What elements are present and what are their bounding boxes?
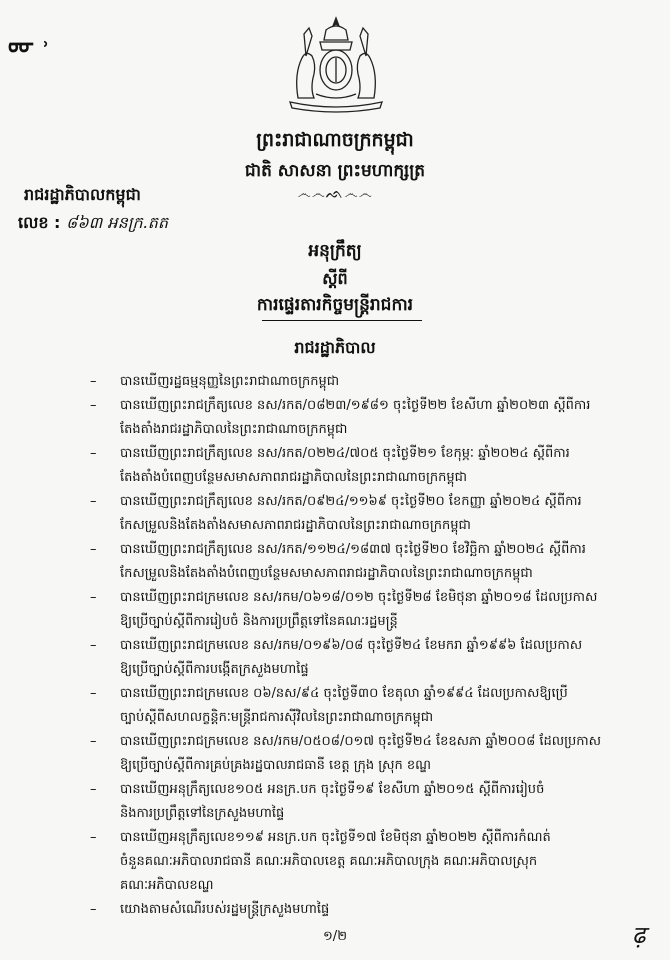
- corner-handwritten-mark-bottom: ढ़: [632, 921, 646, 949]
- clause-line: បានឃើញអនុក្រឹត្យលេខ១១៩ អនក្រ.បក ចុះថ្ងៃទី១៧ ខែមិថុនា ឆ្នាំ២០២២ ស្តីពីការកំណត់: [120, 830, 551, 845]
- issuing-authority: រាជរដ្ឋាភិបាល: [294, 338, 376, 357]
- preamble-clause: [90, 586, 650, 634]
- ornament-divider: ෴෴ᨒ෴෴: [297, 186, 373, 202]
- corner-handwritten-mark: ᡂ ˒: [8, 34, 50, 59]
- preamble-clause: [90, 538, 650, 586]
- preamble-clause: [90, 898, 650, 922]
- national-motto: ជាតិ សាសនា ព្រះមហាក្សត្រ: [244, 161, 426, 181]
- number-label: លេខ :: [18, 213, 61, 232]
- clause-line: តែងតាំងបំពេញបន្ថែមសមាសភាពរាជរដ្ឋាភិបាលនៃព្រះរាជាណាចក្រកម្ពុជា: [120, 470, 468, 485]
- preamble-clause: [90, 370, 650, 394]
- clause-dash: –: [90, 902, 97, 917]
- clause-line: កែសម្រួលនិងតែងតាំងសមាសភាពរាជរដ្ឋាភិបាលនៃព្រះរាជាណាចក្រកម្ពុជា: [120, 518, 471, 533]
- clause-line: បានឃើញអនុក្រឹត្យលេខ១០៥ អនក្រ.បក ចុះថ្ងៃទី១៩ ខែសីហា ឆ្នាំ២០១៥ ស្តីពីការរៀបចំ: [120, 782, 545, 797]
- preamble-clause: [90, 442, 650, 490]
- clause-dash: –: [90, 446, 97, 461]
- preamble-clauses: [90, 370, 650, 922]
- clause-dash: –: [90, 830, 97, 845]
- document-type-title: អនុក្រឹត្យ: [308, 241, 362, 261]
- clause-dash: –: [90, 686, 97, 701]
- clause-line: បានឃើញព្រះរាជក្រមលេខ ០៦/នស/៩៤ ចុះថ្ងៃទី៣០ ខែតុលា ឆ្នាំ១៩៩៤ ដែលប្រកាសឱ្យប្រើ: [120, 686, 568, 701]
- clause-dash: –: [90, 590, 97, 605]
- clause-line: ឱ្យប្រើច្បាប់ស្តីពីការគ្រប់គ្រងរដ្ឋបាលរាជធានី ខេត្ត ក្រុង ស្រុក ខណ្ឌ: [120, 758, 431, 773]
- clause-dash: –: [90, 542, 97, 557]
- clause-dash: –: [90, 398, 97, 413]
- number-value: ៨៦៣ អនក្រ.តត: [66, 213, 169, 232]
- clause-dash: –: [90, 734, 97, 749]
- clause-line: កែសម្រួលនិងតែងតាំងបំពេញបន្ថែមសមាសភាពរាជរដ្ឋាភិបាលនៃព្រះរាជាណាចក្រកម្ពុជា: [120, 566, 533, 581]
- clause-line: បានឃើញព្រះរាជក្រឹត្យលេខ នស/រកត/០២២៤/៧០៥ ចុះថ្ងៃទី២១ ខែកុម្ភៈ ឆ្នាំ២០២៤ ស្តីពីការ: [120, 446, 570, 461]
- clause-line: បានឃើញព្រះរាជក្រមលេខ នស/រកម/០៦១៨/០១២ ចុះថ្ងៃទី២៨ ខែមិថុនា ឆ្នាំ២០១៨ ដែលប្រកាស: [120, 590, 598, 605]
- clause-line: បានឃើញព្រះរាជក្រមលេខ នស/រកម/០៥០៨/០១៧ ចុះថ្ងៃទី២៤ ខែឧសភា ឆ្នាំ២០០៨ ដែលប្រកាស: [120, 734, 602, 749]
- preamble-clause: [90, 490, 650, 538]
- clause-line: បានឃើញព្រះរាជក្រឹត្យលេខ នស/រកត/០៨២៣/១៩៨១ ចុះថ្ងៃទី២២ ខែសីហា ឆ្នាំ២០២៣ ស្តីពីការ: [120, 398, 591, 413]
- clause-line: យោងតាមសំណើរបស់រដ្ឋមន្ត្រីក្រសួងមហាផ្ទៃ: [120, 902, 330, 917]
- government-name: រាជរដ្ឋាភិបាលកម្ពុជា: [24, 185, 141, 204]
- clause-line: ឱ្យប្រើច្បាប់ស្តីពីការរៀបចំ និងការប្រព្រឹត្តទៅនៃគណៈរដ្ឋមន្ត្រី: [120, 614, 398, 629]
- preamble-clause: [90, 778, 650, 826]
- subject-underline: [262, 320, 422, 321]
- preamble-clause: [90, 682, 650, 730]
- preamble-clause: [90, 634, 650, 682]
- clause-dash: –: [90, 494, 97, 509]
- clause-line: និងការប្រព្រឹត្តទៅនៃក្រសួងមហាផ្ទៃ: [120, 806, 285, 821]
- document-subject: ការផ្ទេរតារកិច្ចមន្ត្រីរាជការ: [256, 295, 414, 315]
- clause-line: បានឃើញរដ្ឋធម្មនុញ្ញនៃព្រះរាជាណាចក្រកម្ពុជា: [120, 374, 340, 389]
- clause-line: បានឃើញព្រះរាជក្រមលេខ នស/រកម/០១៩៦/០៨ ចុះថ្ងៃទី២៤ ខែមករា ឆ្នាំ១៩៩៦ ដែលប្រកាស: [120, 638, 583, 653]
- page-number: ១/២: [322, 929, 348, 944]
- about-label: ស្តីពី: [322, 269, 348, 288]
- clause-line: គណៈអភិបាលខណ្ឌ: [120, 878, 214, 893]
- clause-line: តែងតាំងរាជរដ្ឋាភិបាលនៃព្រះរាជាណាចក្រកម្ពុជា: [120, 422, 348, 437]
- clause-line: ចំនួនគណៈអភិបាលរាជធានី គណៈអភិបាលខេត្ត គណៈអភិបាលក្រុង គណៈអភិបាលស្រុក: [120, 854, 538, 869]
- royal-arms-emblem-icon: [276, 14, 396, 114]
- preamble-clause: [90, 394, 650, 442]
- preamble-clause: [90, 730, 650, 778]
- kingdom-heading: ព្រះរាជាណាចក្រកម្ពុជា: [256, 129, 414, 151]
- clause-line: ឱ្យប្រើច្បាប់ស្តីពីការបង្កើតក្រសួងមហាផ្ទៃ: [120, 662, 309, 677]
- clause-dash: –: [90, 374, 97, 389]
- document-number: [18, 212, 168, 236]
- clause-line: បានឃើញព្រះរាជក្រឹត្យលេខ នស/រកត/១១២៤/១៨៣៧ ចុះថ្ងៃទី២០ ខែវិច្ឆិកា ឆ្នាំ២០២៤ ស្តីពីការ: [120, 542, 586, 557]
- preamble-clause: [90, 826, 650, 898]
- clause-line: បានឃើញព្រះរាជក្រឹត្យលេខ នស/រកត/០៩២៤/១១៦៩ ចុះថ្ងៃទី២០ ខែកញ្ញា ឆ្នាំ២០២៤ ស្តីពីការ: [120, 494, 582, 509]
- clause-dash: –: [90, 782, 97, 797]
- clause-line: ច្បាប់ស្តីពីសហលក្ខន្តិកៈមន្ត្រីរាជការស៊ីវិលនៃព្រះរាជាណាចក្រកម្ពុជា: [120, 710, 434, 725]
- clause-dash: –: [90, 638, 97, 653]
